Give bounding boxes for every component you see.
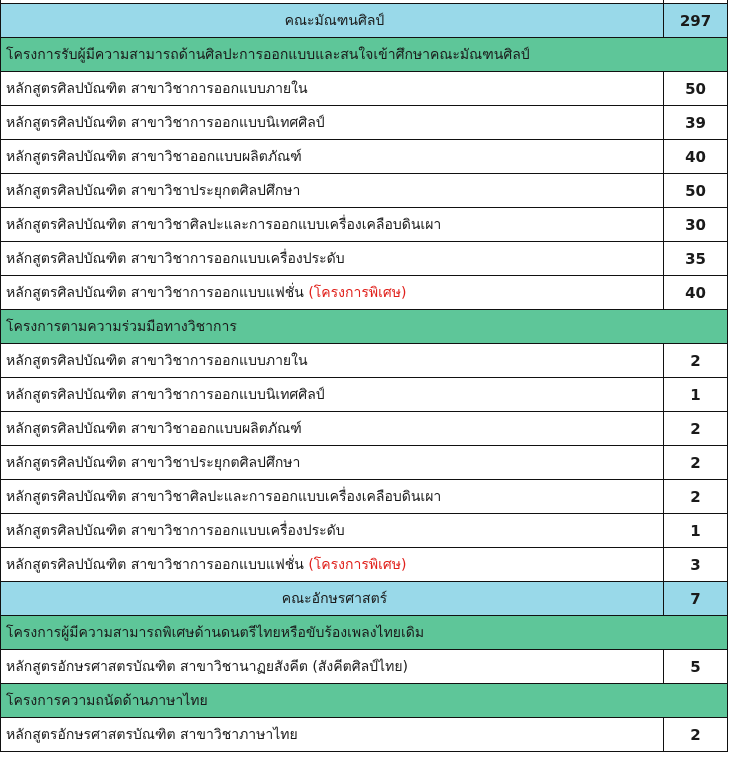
name-text: หลักสูตรอักษรศาสตรบัณฑิต สาขาวิชานาฏยสังคีต (สังคีตศิลป์ไทย) xyxy=(6,658,408,675)
seat-count: 5 xyxy=(664,650,728,684)
course-name xyxy=(1,276,664,310)
seat-count: 2 xyxy=(664,480,728,514)
name-text: หลักสูตรศิลปบัณฑิต สาขาวิชาการออกแบบเครื่องประดับ xyxy=(6,522,345,539)
course-name xyxy=(1,412,664,446)
program-name xyxy=(1,616,728,650)
name-text: หลักสูตรศิลปบัณฑิต สาขาวิชาประยุกตศิลปศึกษา xyxy=(6,182,301,199)
course-row xyxy=(1,412,728,446)
faculty-row xyxy=(1,4,728,38)
course-row xyxy=(1,242,728,276)
faculty-name xyxy=(1,582,664,616)
name-text: หลักสูตรศิลปบัณฑิต สาขาวิชาการออกแบบภายใน xyxy=(6,352,308,369)
seat-count: 1 xyxy=(664,378,728,412)
special-project-label: (โครงการพิเศษ) xyxy=(308,556,407,573)
seat-count: 40 xyxy=(664,140,728,174)
course-row xyxy=(1,650,728,684)
course-row xyxy=(1,208,728,242)
course-row xyxy=(1,548,728,582)
course-name xyxy=(1,140,664,174)
course-name xyxy=(1,548,664,582)
course-row xyxy=(1,480,728,514)
course-name xyxy=(1,650,664,684)
name-text: หลักสูตรศิลปบัณฑิต สาขาวิชาการออกแบบเครื่องประดับ xyxy=(6,250,345,267)
seat-count: 39 xyxy=(664,106,728,140)
seat-count: 35 xyxy=(664,242,728,276)
course-row xyxy=(1,72,728,106)
name-text: โครงการรับผู้มีความสามารถด้านศิลปะการออกแบบและสนใจเข้าศึกษาคณะมัณฑนศิลป์ xyxy=(6,46,530,63)
course-name xyxy=(1,242,664,276)
name-text: หลักสูตรศิลปบัณฑิต สาขาวิชาการออกแบบภายใน xyxy=(6,80,308,97)
course-row xyxy=(1,276,728,310)
name-text: หลักสูตรศิลปบัณฑิต สาขาวิชาการออกแบบแฟชั่น xyxy=(6,556,304,573)
course-name xyxy=(1,480,664,514)
program-row xyxy=(1,310,728,344)
seat-count: 2 xyxy=(664,344,728,378)
course-row xyxy=(1,514,728,548)
program-row xyxy=(1,38,728,72)
seat-count: 2 xyxy=(664,446,728,480)
name-text: หลักสูตรศิลปบัณฑิต สาขาวิชาการออกแบบนิเทศศิลป์ xyxy=(6,114,325,131)
course-name xyxy=(1,106,664,140)
faculty-row xyxy=(1,582,728,616)
name-text: คณะมัณฑนศิลป์ xyxy=(284,12,385,29)
course-row xyxy=(1,446,728,480)
seat-count: 40 xyxy=(664,276,728,310)
course-name xyxy=(1,344,664,378)
course-row xyxy=(1,174,728,208)
course-row xyxy=(1,106,728,140)
name-text: หลักสูตรศิลปบัณฑิต สาขาวิชาออกแบบผลิตภัณฑ์ xyxy=(6,148,302,165)
course-name xyxy=(1,72,664,106)
program-row xyxy=(1,684,728,718)
name-text: หลักสูตรอักษรศาสตรบัณฑิต สาขาวิชาภาษาไทย xyxy=(6,726,298,743)
course-name xyxy=(1,718,664,752)
seat-count: 2 xyxy=(664,718,728,752)
course-name xyxy=(1,208,664,242)
name-text: โครงการความถนัดด้านภาษาไทย xyxy=(6,692,208,709)
seat-count: 50 xyxy=(664,174,728,208)
name-text: คณะอักษรศาสตร์ xyxy=(281,590,388,607)
name-text: หลักสูตรศิลปบัณฑิต สาขาวิชาศิลปะและการออกแบบเครื่องเคลือบดินเผา xyxy=(6,216,442,233)
special-project-label: (โครงการพิเศษ) xyxy=(308,284,407,301)
course-row xyxy=(1,344,728,378)
name-text: หลักสูตรศิลปบัณฑิต สาขาวิชาศิลปะและการออกแบบเครื่องเคลือบดินเผา xyxy=(6,488,442,505)
course-row xyxy=(1,140,728,174)
seat-count: 1 xyxy=(664,514,728,548)
table-body xyxy=(1,0,728,752)
name-text: หลักสูตรศิลปบัณฑิต สาขาวิชาการออกแบบนิเทศศิลป์ xyxy=(6,386,325,403)
name-text: โครงการตามความร่วมมือทางวิชาการ xyxy=(6,318,237,335)
course-row xyxy=(1,378,728,412)
program-row xyxy=(1,616,728,650)
name-text: หลักสูตรศิลปบัณฑิต สาขาวิชาออกแบบผลิตภัณฑ์ xyxy=(6,420,302,437)
course-name xyxy=(1,174,664,208)
seat-count: 7 xyxy=(664,582,728,616)
seat-count: 3 xyxy=(664,548,728,582)
name-text: โครงการผู้มีความสามารถพิเศษด้านดนตรีไทยหรือขับร้องเพลงไทยเดิม xyxy=(6,624,425,641)
course-name xyxy=(1,378,664,412)
program-name xyxy=(1,38,728,72)
name-text: หลักสูตรศิลปบัณฑิต สาขาวิชาประยุกตศิลปศึกษา xyxy=(6,454,301,471)
course-name xyxy=(1,446,664,480)
seat-count: 50 xyxy=(664,72,728,106)
name-text: หลักสูตรศิลปบัณฑิต สาขาวิชาการออกแบบแฟชั่น xyxy=(6,284,304,301)
seat-count: 2 xyxy=(664,412,728,446)
seat-count: 30 xyxy=(664,208,728,242)
faculty-name xyxy=(1,4,664,38)
course-name xyxy=(1,514,664,548)
program-name xyxy=(1,684,728,718)
seat-count: 297 xyxy=(664,4,728,38)
program-name xyxy=(1,310,728,344)
course-row xyxy=(1,718,728,752)
